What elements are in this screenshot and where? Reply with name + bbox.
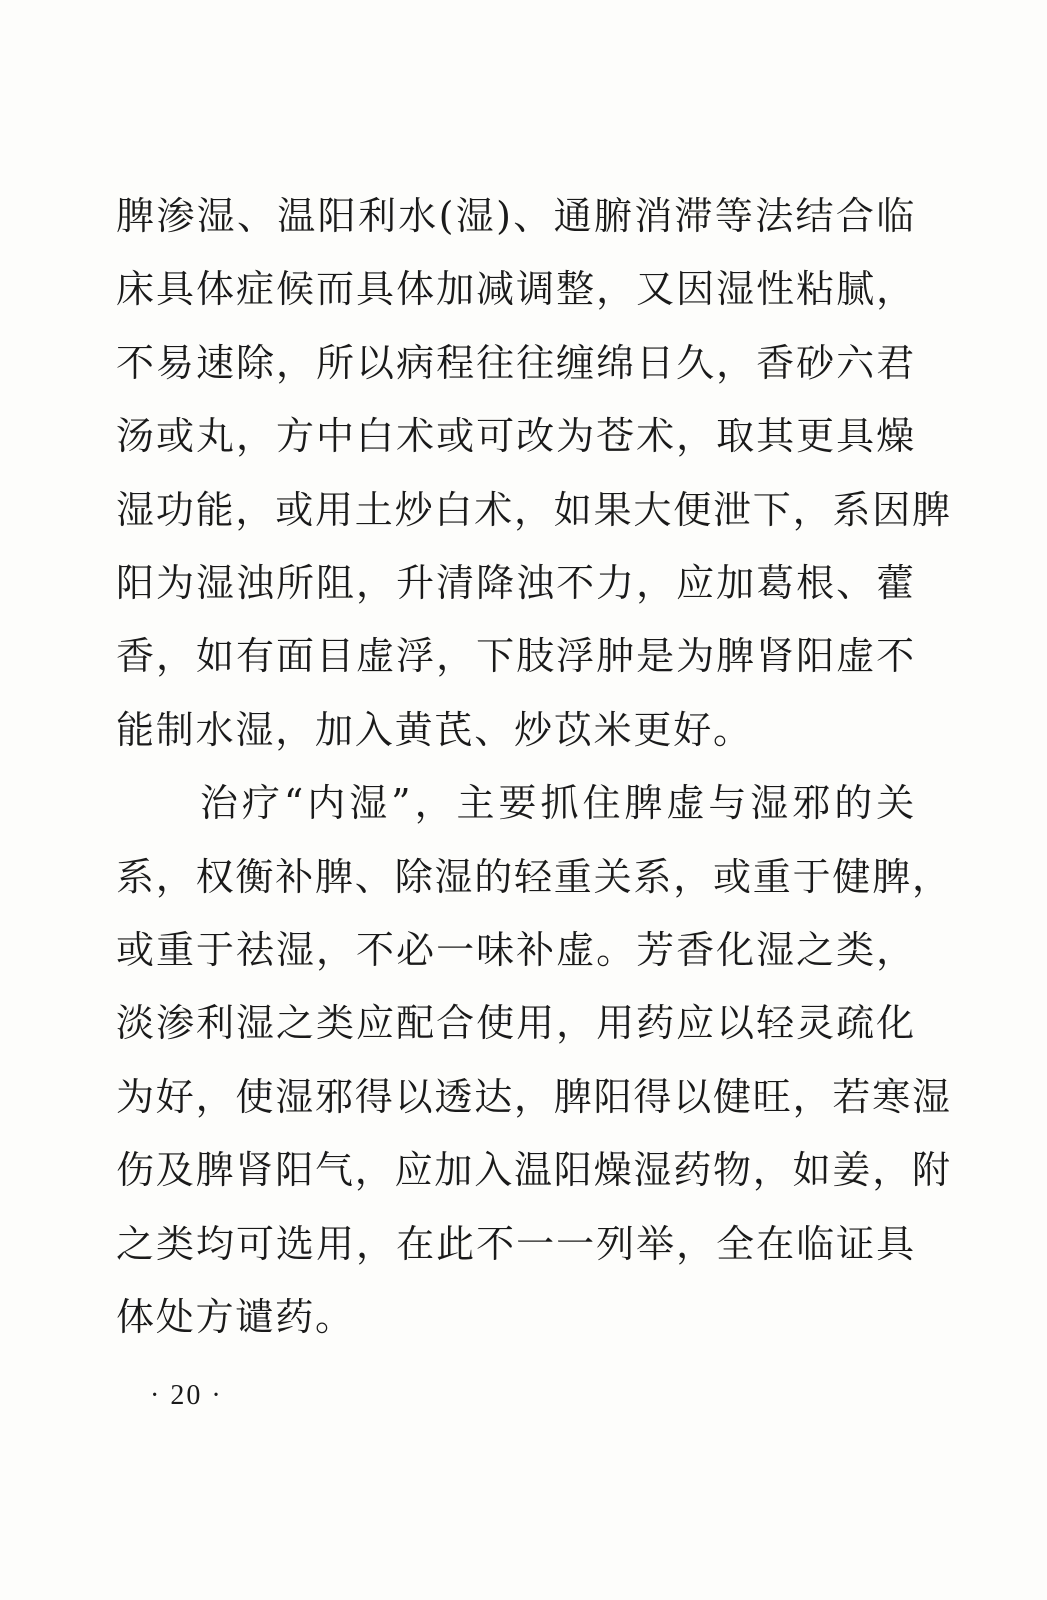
text-line: 床具体症候而具体加减调整，又因湿性粘腻， bbox=[116, 267, 916, 312]
text-line: 汤或丸，方中白术或可改为苍术，取其更具燥 bbox=[116, 414, 916, 459]
text-line: 不易速除，所以病程往往缠绵日久，香砂六君 bbox=[116, 340, 916, 385]
text-line: 淡渗利湿之类应配合使用，用药应以轻灵疏化 bbox=[116, 1001, 916, 1046]
text-line: 之类均可选用，在此不一一列举，全在临证具 bbox=[116, 1221, 916, 1266]
text-line: 系，权衡补脾、除湿的轻重关系，或重于健脾， bbox=[116, 854, 952, 899]
paragraph-2 bbox=[116, 767, 952, 1354]
text-line: 湿功能，或用土炒白术，如果大便泄下，系因脾 bbox=[116, 487, 952, 532]
paragraph-1 bbox=[116, 180, 952, 767]
page-number: · 20 · bbox=[150, 1380, 223, 1411]
text-line: 治疗“内湿”，主要抓住脾虚与湿邪的关 bbox=[116, 781, 916, 826]
text-line: 阳为湿浊所阻，升清降浊不力，应加葛根、藿 bbox=[116, 561, 916, 606]
text-line: 或重于祛湿，不必一味补虚。芳香化湿之类， bbox=[116, 928, 916, 973]
body-text bbox=[116, 180, 952, 1355]
text-line: 脾渗湿、温阳利水(湿)、通腑消滞等法结合临 bbox=[116, 194, 916, 238]
text-line: 体处方谴药。 bbox=[116, 1295, 355, 1340]
text-line: 伤及脾肾阳气，应加入温阳燥湿药物，如姜，附 bbox=[116, 1148, 952, 1193]
text-line: 香，如有面目虚浮，下肢浮肿是为脾肾阳虚不 bbox=[116, 634, 916, 679]
text-line: 为好，使湿邪得以透达，脾阳得以健旺，若寒湿 bbox=[116, 1074, 952, 1119]
text-line: 能制水湿，加入黄芪、炒苡米更好。 bbox=[116, 707, 753, 752]
